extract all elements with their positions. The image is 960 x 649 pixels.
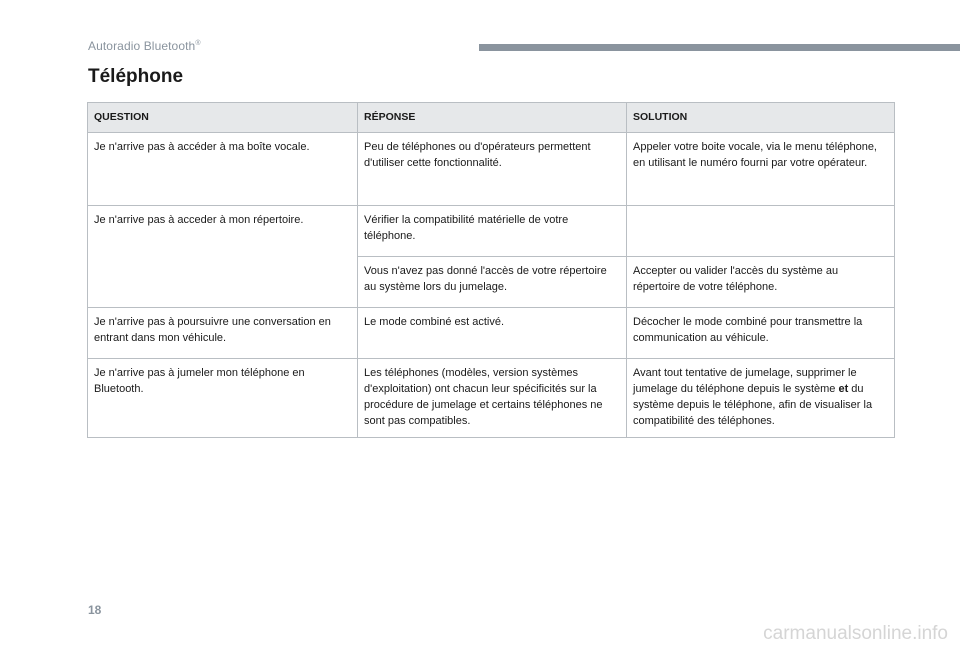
table-header-row: [88, 103, 895, 133]
answer-cell: Vous n'avez pas donné l'accès de votre répertoire au système lors du jumelage.: [358, 257, 627, 308]
solution-cell: Accepter ou valider l'accès du système au répertoire de votre téléphone.: [627, 257, 895, 308]
solution-cell: [627, 206, 895, 257]
answer-cell: Le mode combiné est activé.: [358, 308, 627, 359]
question-cell: Je n'arrive pas à acceder à mon répertoire.: [88, 206, 358, 308]
solution-cell: Décocher le mode combiné pour transmettre la communication au véhicule.: [627, 308, 895, 359]
troubleshooting-table: [87, 102, 895, 438]
solution-text: Avant tout tentative de jumelage, supprimer le jumelage du téléphone depuis le système: [633, 367, 857, 395]
solution-cell: [627, 359, 895, 438]
header-bar: [479, 44, 960, 51]
answer-cell: Peu de téléphones ou d'opérateurs permettent d'utiliser cette fonctionnalité.: [358, 133, 627, 206]
column-header-question: QUESTION: [88, 103, 358, 133]
table-row: [88, 359, 895, 438]
registered-mark: ®: [195, 40, 201, 47]
answer-cell: Vérifier la compatibilité matérielle de votre téléphone.: [358, 206, 627, 257]
column-header-solution: SOLUTION: [627, 103, 895, 133]
answer-cell: Les téléphones (modèles, version systèmes d'exploitation) ont chacun leur spécificités sur la procédure de jumelage et certains téléphones ne sont pas compatibles.: [358, 359, 627, 438]
solution-emphasis: et: [838, 383, 849, 395]
chapter-title-text: Autoradio Bluetooth: [88, 39, 196, 53]
question-cell: Je n'arrive pas à accéder à ma boîte vocale.: [88, 133, 358, 206]
section-title: Téléphone: [88, 66, 184, 87]
watermark: carmanualsonline.info: [763, 623, 948, 644]
table-row: [88, 308, 895, 359]
solution-text: du système depuis le téléphone, afin de visualiser la compatibilité des téléphones.: [633, 383, 873, 427]
page-number: 18: [88, 603, 102, 617]
column-header-answer: RÉPONSE: [358, 103, 627, 133]
table-row: [88, 133, 895, 206]
solution-cell: Appeler votre boite vocale, via le menu téléphone, en utilisant le numéro fourni par votre opérateur.: [627, 133, 895, 206]
question-cell: Je n'arrive pas à poursuivre une conversation en entrant dans mon véhicule.: [88, 308, 358, 359]
table-row: [88, 206, 895, 257]
chapter-title: [88, 39, 201, 53]
question-cell: Je n'arrive pas à jumeler mon téléphone en Bluetooth.: [88, 359, 358, 438]
